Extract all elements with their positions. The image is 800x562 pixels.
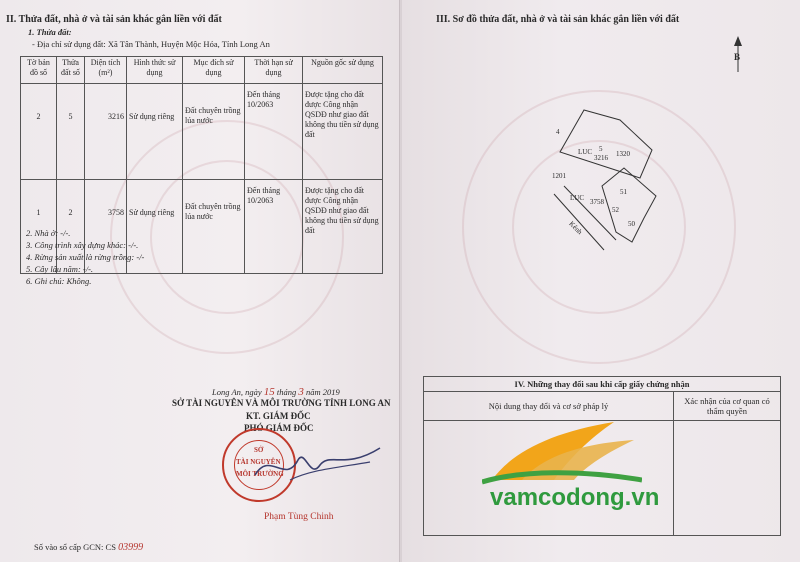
item-house: 2. Nhà ở: -/-. [26,228,71,238]
changes-title: IV. Những thay đổi sau khi cấp giấy chứng nhận [424,377,781,392]
deputy-director: PHÓ GIÁM ĐỐC [244,423,314,433]
parcel-map [532,100,692,270]
register-number: 03999 [118,542,144,553]
seal-text-top: SỞ [254,446,264,454]
table-cell: 5 [57,84,85,180]
section-title: II. Thửa đất, nhà ở và tài sản khác gắn liền với đất [6,14,222,25]
changes-col-confirm: Xác nhận của cơ quan có thẩm quyền [674,392,781,421]
date-prefix: Long An, ngày [212,387,262,397]
issuing-org: SỞ TÀI NGUYÊN VÀ MÔI TRƯỜNG TỈNH LONG AN [172,398,391,408]
kt-director: KT. GIÁM ĐỐC [246,411,311,421]
map-label-4: 4 [556,128,560,136]
address-line [32,39,270,49]
land-heading: 1. Thửa đất: [28,27,72,37]
section-title: III. Sơ đồ thửa đất, nhà ở và tài sản khác gắn liền với đất [436,14,680,25]
col-header: Thời hạn sử dụng [245,57,303,84]
signature-graphic [250,440,390,490]
table-cell: Sử dụng riêng [127,84,183,180]
date-year: năm 2019 [306,387,340,397]
changes-col-content: Nội dung thay đổi và cơ sở pháp lý [424,392,674,421]
table-cell: Đến tháng 10/2063 [245,180,303,274]
item-note: 6. Ghi chú: Không. [26,276,92,286]
table-cell: 3758 [85,180,127,274]
date-day: 15 [263,386,275,398]
vamcodong-logo-icon [482,416,642,486]
map-label-parcel-51: 51 [620,188,627,196]
map-label-1201: 1201 [552,172,566,180]
map-label-parcel-5: 5 [599,145,603,153]
table-cell: Được tặng cho đất được Công nhận QSDĐ như giao đất không thu tiền sử dụng đất [303,180,383,274]
sign-date [212,386,340,398]
map-label-luc-2: LUC [570,194,584,202]
col-header: Hình thức sử dụng [127,57,183,84]
seal-text-bottom: MÔI TRƯỜNG [236,470,284,478]
col-header: Tờ bản đồ số [21,57,57,84]
map-label-area-51: 3758 [590,198,604,206]
logo-text: vamcodong.vn [490,484,660,511]
address-value: Xã Tân Thành, Huyện Mộc Hóa, Tỉnh Long An [107,39,270,49]
table-cell: Đất chuyên trồng lúa nước [183,180,245,274]
table-cell: 2 [57,180,85,274]
map-label-luc-1: LUC [578,148,592,156]
table-cell: 2 [21,84,57,180]
north-label: B [734,52,741,62]
map-label-canal: Kênh [567,219,584,237]
register-line [34,542,143,553]
date-month-label: tháng [276,387,297,397]
item-construction: 3. Công trình xây dựng khác: -/-. [26,240,139,250]
date-month: 3 [298,386,304,398]
col-header: Diện tích (m²) [85,57,127,84]
table-cell: 1 [21,180,57,274]
map-label-area-5: 3216 [594,154,608,162]
table-cell: Đất chuyên trồng lúa nước [183,84,245,180]
map-label-52: 52 [612,206,619,214]
map-label-1320: 1320 [616,150,630,158]
right-page [402,0,800,562]
table-header-row [21,57,383,84]
map-label-50: 50 [628,220,635,228]
col-header: Thửa đất số [57,57,85,84]
signer-name: Phạm Tùng Chinh [264,512,334,522]
seal-text-mid: TÀI NGUYÊN [236,458,281,466]
table-row [21,84,383,180]
table-cell: Được tặng cho đất được Công nhận QSDĐ như giao đất không thu tiền sử dụng đất [303,84,383,180]
register-label: Số vào sổ cấp GCN: CS [34,542,116,552]
table-cell: 3216 [85,84,127,180]
col-header: Nguồn gốc sử dụng [303,57,383,84]
table-cell: Sử dụng riêng [127,180,183,274]
item-forest: 4. Rừng sản xuất là rừng trồng: -/- [26,252,145,262]
address-label: - Địa chỉ sử dụng đất: [32,39,106,49]
table-cell: Đến tháng 10/2063 [245,84,303,180]
item-perennial: 5. Cây lâu năm: -/-. [26,264,94,274]
col-header: Mục đích sử dụng [183,57,245,84]
